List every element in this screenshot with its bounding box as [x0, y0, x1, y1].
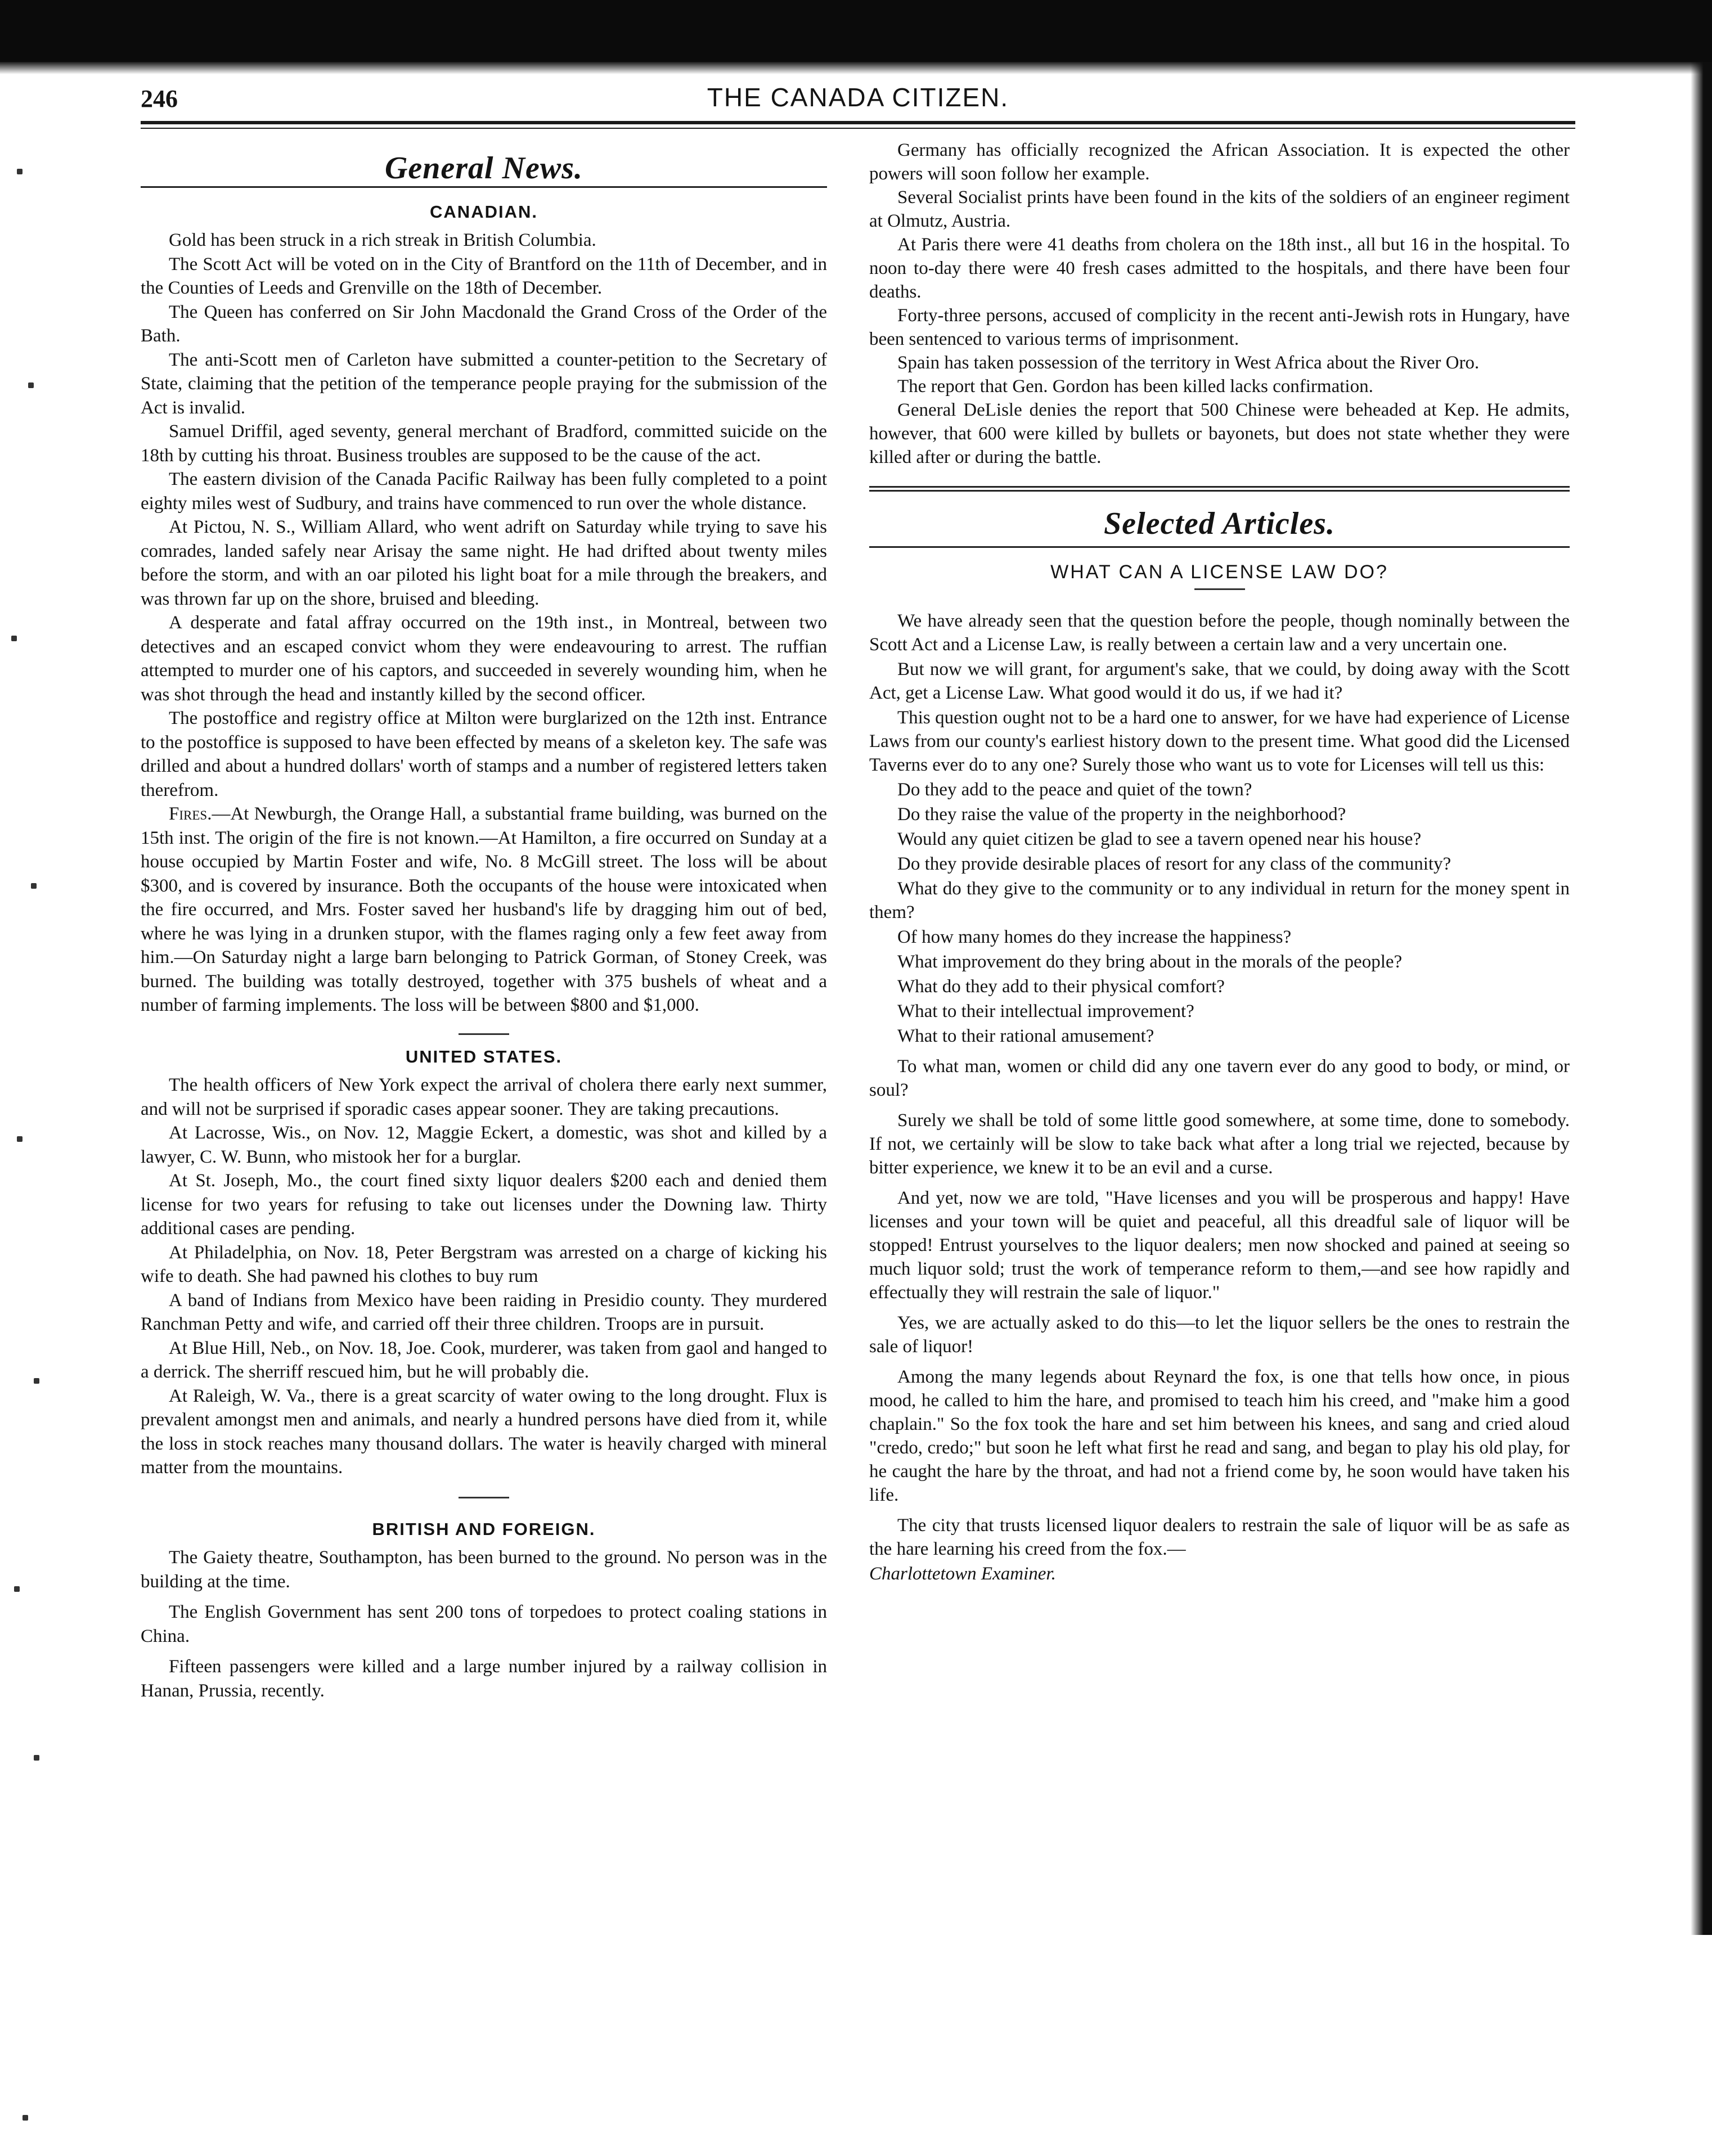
header-rule-thick: [141, 121, 1575, 124]
news-item: Germany has officially recognized the African Association. It is expected the other powers will soon follow her example.: [869, 140, 1570, 184]
news-item: At Paris there were 41 deaths from cholera on the 18th inst., all but 16 in the hospital. To noon to-day there were 40 fresh cases admitted to the hospitals, and there have been four deaths.: [869, 235, 1570, 302]
article-question: What do they add to their physical comfort?: [897, 976, 1225, 997]
section-title-selected-articles: Selected Articles.: [1104, 506, 1335, 541]
article-question: Do they add to the peace and quiet of the town?: [897, 780, 1252, 800]
news-item: The English Government has sent 200 tons of torpedoes to protect coaling stations in China.: [141, 1602, 827, 1646]
news-item: At Lacrosse, Wis., on Nov. 12, Maggie Eckert, a domestic, was shot and killed by a lawyer, C. W. Bunn, who mistook her for a burglar.: [141, 1123, 827, 1167]
subhead-canadian: CANADIAN.: [430, 201, 538, 222]
fires-text: —At Newburgh, the Orange Hall, a substantial frame building, was burned on the 15th inst. The origin of the fire is not known.—At Hamilton, a fire occurred on Sunday at a house occupied by Martin Foster and wife, No. 8 McGill street. The loss will be about $300, and is covered by insurance. Both the occupants of the house were intoxicated when the fire occurred, and Mrs. Foster saved her husband's life by dragging him out of bed, where he was lying in a drunken stupor, with the flames raging only a few feet away from him.—On Saturday night a large barn belonging to Patrick Gorman, of Stoney Creek, was burned. The building was totally destroyed, together with 375 bushels of wheat and a number of farming implements. The loss will be between $800 and $1,000.: [141, 804, 827, 1015]
running-head: THE CANADA CITIZEN.: [707, 83, 1009, 112]
subhead-british-foreign: BRITISH AND FOREIGN.: [372, 1519, 596, 1539]
news-item: At St. Joseph, Mo., the court fined sixty liquor dealers $200 each and denied them license for two years for refusing to take out licenses under the Downing law. Thirty additional cases are pending.: [141, 1171, 827, 1239]
left-column: [141, 145, 827, 1703]
article-paragraph: Surely we shall be told of some little good somewhere, at some time, done to somebody. If not, we certainly will be slow to take back what after a long trial we rejected, because by bitter experience, we knew it to be an evil and a curse.: [869, 1110, 1570, 1178]
section-double-rule: [869, 486, 1570, 492]
scan-margin-specks: [0, 67, 39, 2092]
section-divider: [459, 1497, 509, 1498]
article-question: Do they provide desirable places of resort for any class of the community?: [897, 854, 1452, 874]
scan-right-border: [1691, 62, 1712, 1935]
news-item: General DeLisle denies the report that 500 Chinese were beheaded at Kep. He admits, however, that 600 were killed by bullets or bayonets, but does not state whether they were killed after or during the battle.: [869, 400, 1570, 467]
news-item: At Blue Hill, Neb., on Nov. 18, Joe. Cook, murderer, was taken from gaol and hanged to a derrick. The sherriff rescued him, but he will probably die.: [141, 1338, 827, 1382]
section-rule: [869, 546, 1570, 548]
page-number: 246: [141, 85, 178, 112]
scan-top-border: [0, 0, 1712, 62]
article-title-rule: [1194, 588, 1245, 590]
news-item: At Raleigh, W. Va., there is a great scarcity of water owing to the long drought. Flux is prevalent amongst men and animals, and nearly a hundred persons have died from it, while the loss in stock reaches many thousand dollars. The water is heavily charged with mineral matter from the mountains.: [141, 1385, 827, 1478]
subhead-united-states: UNITED STATES.: [405, 1046, 563, 1066]
news-item-fires: [141, 802, 827, 1018]
article-paragraph: Among the many legends about Reynard the fox, is one that tells how once, in pious mood, he called to him the hare, and promised to teach him his creed, and "make him a good chaplain." So the fox took the hare and set him between his knees, and sang and cried aloud "credo, credo;" but soon he left what first he read and sang, and began to play his old play, for he caught the hare by the throat, and had not a friend come by, he soon would have taken his life.: [869, 1367, 1570, 1505]
article-source: Charlottetown Examiner.: [869, 1564, 1056, 1584]
news-item: The postoffice and registry office at Milton were burglarized on the 12th inst. Entrance to the postoffice is supposed to have been effected by means of a skeleton key. The safe was drilled and about a hundred dollars' worth of stamps and a number of registered letters taken therefrom.: [141, 708, 827, 800]
article-paragraph: Yes, we are actually asked to do this—to let the liquor sellers be the ones to restrain the sale of liquor!: [869, 1313, 1570, 1357]
article-question: What do they give to the community or to any individual in return for the money spent in them?: [869, 879, 1570, 922]
right-column: [869, 138, 1570, 1587]
news-item: At Philadelphia, on Nov. 18, Peter Bergstram was arrested on a charge of kicking his wife to death. She had pawned his clothes to buy rum: [141, 1242, 827, 1286]
article-question: Of how many homes do they increase the happiness?: [897, 927, 1292, 947]
header-rule-thin: [141, 128, 1575, 129]
article-question: What improvement do they bring about in the morals of the people?: [897, 952, 1403, 972]
news-item: Forty-three persons, accused of complicity in the recent anti-Jewish rots in Hungary, have been sentenced to various terms of imprisonment.: [869, 305, 1570, 349]
scan-top-shadow: [0, 62, 1712, 74]
news-item: Spain has taken possession of the territory in West Africa about the River Oro.: [897, 353, 1480, 373]
article-body: [869, 609, 1570, 1586]
section-title-general-news: General News.: [384, 151, 583, 186]
news-item: The health officers of New York expect the arrival of cholera there early next summer, and will not be surprised if sporadic cases appear sooner. They are taking precautions.: [141, 1075, 827, 1119]
article-paragraph: To what man, women or child did any one tavern ever do any good to body, or mind, or soul?: [869, 1056, 1570, 1100]
news-item: The Gaiety theatre, Southampton, has been burned to the ground. No person was in the building at the time.: [141, 1547, 827, 1592]
news-item: A band of Indians from Mexico have been raiding in Presidio county. They murdered Ranchman Petty and wife, and carried off their three children. Troops are in pursuit.: [141, 1290, 827, 1334]
article-paragraph: But now we will grant, for argument's sake, that we could, by doing away with the Scott Act, get a License Law. What good would it do us, if we had it?: [869, 659, 1570, 703]
news-item: At Pictou, N. S., William Allard, who went adrift on Saturday while trying to save his comrades, landed safely near Arisay the same night. He had drifted about twenty miles before the storm, and with an oar piloted his light boat for a mile through the breakers, and was thrown far up on the shore, bruised and bleeding.: [141, 517, 827, 609]
fires-lead: Fires.: [169, 804, 212, 824]
article-paragraph: We have already seen that the question before the people, though nominally between the Scott Act and a License Law, is really between a certain law and a very uncertain one.: [869, 611, 1570, 655]
article-question: Do they raise the value of the property in the neighborhood?: [897, 804, 1346, 825]
news-item: The anti-Scott men of Carleton have submitted a counter-petition to the Secretary of State, claiming that the petition of the temperance people praying for the submission of the Act is invalid.: [141, 349, 827, 418]
article-title: WHAT CAN A LICENSE LAW DO?: [1050, 561, 1389, 583]
news-item: The Queen has conferred on Sir John Macdonald the Grand Cross of the Order of the Bath.: [141, 301, 827, 346]
article-paragraph: The city that trusts licensed liquor dealers to restrain the sale of liquor will be as safe as the hare learning his creed from the fox.—: [869, 1515, 1570, 1559]
news-item: Several Socialist prints have been found in the kits of the soldiers of an engineer regiment at Olmutz, Austria.: [869, 187, 1570, 231]
news-item: Samuel Driffil, aged seventy, general merchant of Bradford, committed suicide on the 18th by cutting his throat. Business troubles are supposed to be the cause of the act.: [141, 421, 827, 466]
news-item: The report that Gen. Gordon has been killed lacks confirmation.: [897, 376, 1373, 397]
news-item: A desperate and fatal affray occurred on the 19th inst., in Montreal, between two detectives and an escaped convict whom they were endeavouring to arrest. The ruffian attempted to murder one of his captors, and succeeded in severely wounding him, when he was shot through the head and instantly killed by the second officer.: [141, 613, 827, 705]
news-item: The eastern division of the Canada Pacific Railway has been fully completed to a point eighty miles west of Sudbury, and trains have commenced to run over the whole distance.: [141, 469, 827, 514]
article-paragraph: And yet, now we are told, "Have licenses and you will be prosperous and happy! Have licenses and your town will be quiet and peaceful, all this dreadful sale of liquor will be stopped! Entrust yourselves to the liquor dealers; men now shocked and pained at seeing so much liquor sold; trust the work of temperance reform to them,—and see how rapidly and effectually they will restrain the sale of liquor.": [869, 1188, 1570, 1303]
section-divider: [459, 1033, 509, 1035]
article-question: What to their rational amusement?: [897, 1026, 1154, 1046]
news-item: The Scott Act will be voted on in the City of Brantford on the 11th of December, and in the Counties of Leeds and Grenville on the 18th of December.: [141, 254, 827, 298]
article-question: What to their intellectual improvement?: [897, 1001, 1194, 1021]
section-rule: [141, 186, 827, 188]
article-paragraph: This question ought not to be a hard one to answer, for we have had experience of License Laws from our county's earliest history down to the present time. What good did the Licensed Taverns ever do to any one? Surely those who want us to vote for Licenses will tell us this:: [869, 708, 1570, 775]
article-question: Would any quiet citizen be glad to see a tavern opened near his house?: [897, 829, 1422, 849]
news-item: Gold has been struck in a rich streak in British Columbia.: [169, 230, 596, 250]
news-item: Fifteen passengers were killed and a large number injured by a railway collision in Hanan, Prussia, recently.: [141, 1657, 827, 1701]
